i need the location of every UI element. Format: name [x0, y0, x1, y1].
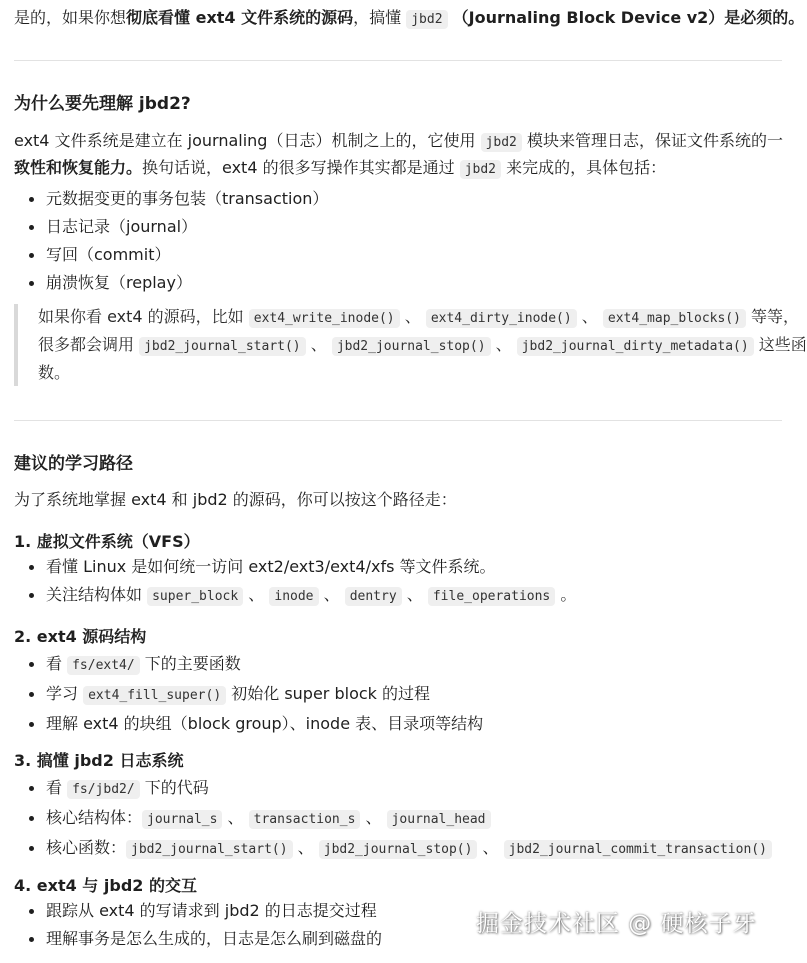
step-1-list: [14, 553, 576, 611]
watermark: 掘金技术社区 @ 硬核子牙: [476, 911, 757, 937]
text: 、: [399, 307, 421, 326]
why-bullet-list: [14, 185, 328, 297]
step-3-list: [14, 774, 772, 864]
text: 看: [46, 778, 68, 797]
why-paragraph-line-2: [14, 154, 666, 184]
text: 这些函: [753, 335, 807, 354]
list-item: 日志记录（journal）: [14, 213, 328, 241]
inline-code: file_operations: [428, 587, 555, 606]
text: 、: [401, 585, 423, 604]
inline-code: jbd2_journal_commit_transaction(): [504, 840, 772, 859]
inline-code: ext4_dirty_inode(): [426, 309, 577, 328]
list-item: 元数据变更的事务包装（transaction）: [14, 185, 328, 213]
text: 关注结构体如: [46, 585, 148, 604]
text: ext4 文件系统是建立在 journaling（日志）机制之上的，它使用: [14, 131, 481, 150]
text: 、: [243, 585, 265, 604]
intro-paragraph: [14, 4, 804, 34]
path-intro: 为了系统地掌握 ext4 和 jbd2 的源码，你可以按这个路径走：: [14, 490, 457, 509]
list-item: [14, 581, 576, 611]
intro-text: ，搞懂: [353, 8, 407, 27]
text: 如果你看 ext4 的源码，比如: [38, 307, 249, 326]
text: 看: [46, 654, 68, 673]
inline-code: jbd2_journal_stop(): [319, 840, 478, 859]
step-4-list: [14, 897, 382, 953]
text: 、: [576, 307, 598, 326]
inline-code: jbd2_journal_start(): [139, 337, 306, 356]
inline-code: jbd2: [481, 133, 522, 152]
inline-code: journal_s: [142, 810, 222, 829]
step-2-title: 2. ext4 源码结构: [14, 627, 147, 646]
inline-code: transaction_s: [249, 810, 361, 829]
list-item: 写回（commit）: [14, 241, 328, 269]
text: 很多都会调用: [38, 335, 140, 354]
intro-bold: 彻底看懂 ext4 文件系统的源码: [126, 8, 354, 27]
inline-code: jbd2: [406, 10, 447, 29]
text: 、: [490, 335, 512, 354]
text: 等等，: [745, 307, 800, 326]
section-heading-path: 建议的学习路径: [14, 454, 133, 474]
text: 来完成的，具体包括：: [501, 158, 667, 177]
inline-code: jbd2_journal_start(): [126, 840, 293, 859]
step-3-title: 3. 搞懂 jbd2 日志系统: [14, 751, 184, 770]
text: 、: [305, 335, 327, 354]
bold-text: 致性和恢复能力。: [14, 158, 143, 177]
inline-code: jbd2_journal_dirty_metadata(): [517, 337, 754, 356]
inline-code: ext4_fill_super(): [83, 686, 226, 705]
inline-code: journal_head: [387, 810, 491, 829]
list-item: [14, 804, 772, 834]
section-divider: [14, 60, 782, 61]
text: 、: [292, 838, 314, 857]
step-4-title: 4. ext4 与 jbd2 的交互: [14, 876, 197, 895]
text: 换句话说，ext4 的很多写操作其实都是通过: [142, 158, 460, 177]
inline-code: dentry: [345, 587, 402, 606]
text: 下的代码: [139, 778, 209, 797]
step-1-title: 1. 虚拟文件系统（VFS）: [14, 532, 200, 551]
text: 、: [360, 808, 382, 827]
list-item: [14, 834, 772, 864]
list-item: 跟踪从 ext4 的写请求到 jbd2 的日志提交过程: [14, 897, 382, 925]
text: 、: [477, 838, 499, 857]
step-2-list: [14, 650, 483, 738]
text: 学习: [46, 684, 84, 703]
inline-code: fs/ext4/: [67, 656, 140, 675]
inline-code: jbd2: [460, 160, 501, 179]
inline-code: fs/jbd2/: [67, 780, 140, 799]
inline-code: ext4_map_blocks(): [603, 309, 746, 328]
list-item: 崩溃恢复（replay）: [14, 269, 328, 297]
list-item: [14, 680, 483, 710]
section-divider: [14, 420, 782, 421]
text: 核心结构体：: [46, 808, 143, 827]
list-item: [14, 650, 483, 680]
list-item: 理解事务是怎么生成的，日志是怎么刷到磁盘的: [14, 925, 382, 953]
text: 核心函数：: [46, 838, 127, 857]
text: 。: [555, 585, 577, 604]
intro-bold: （Journaling Block Device v2）是必须的。: [452, 8, 805, 27]
inline-code: jbd2_journal_stop(): [332, 337, 491, 356]
text: 模块来管理日志，保证文件系统的一: [521, 131, 783, 150]
list-item: 看懂 Linux 是如何统一访问 ext2/ext3/ext4/xfs 等文件系统。: [14, 553, 576, 581]
text: 下的主要函数: [139, 654, 241, 673]
quote-line-3: 数。: [38, 363, 71, 382]
text: 、: [222, 808, 244, 827]
section-heading-why: 为什么要先理解 jbd2?: [14, 94, 191, 114]
list-item: 理解 ext4 的块组（block group）、inode 表、目录项等结构: [14, 710, 483, 738]
inline-code: super_block: [147, 587, 243, 606]
intro-text: 是的，如果你想: [14, 8, 127, 27]
text: 、: [318, 585, 340, 604]
quote-line-1: [38, 304, 800, 332]
text: 初始化 super block 的过程: [226, 684, 431, 703]
quote-line-2: [38, 332, 807, 360]
list-item: [14, 774, 772, 804]
blockquote: [14, 304, 807, 386]
inline-code: inode: [269, 587, 318, 606]
why-paragraph-line-1: [14, 127, 783, 157]
inline-code: ext4_write_inode(): [249, 309, 400, 328]
